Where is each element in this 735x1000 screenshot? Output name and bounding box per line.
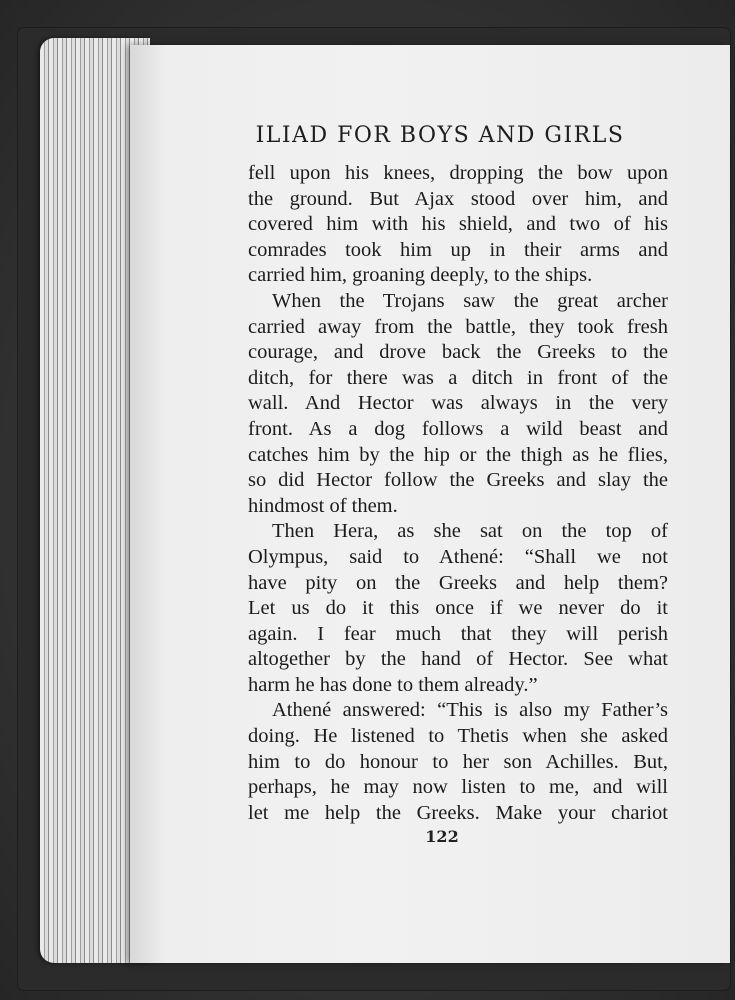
text-line: again. I fear much that they will perish	[248, 622, 668, 645]
text-line: perhaps, he may now listen to me, and will	[248, 776, 668, 799]
text-line: have pity on the Greeks and help them?	[248, 571, 668, 594]
text-line: wall. And Hector was always in the very	[248, 392, 668, 415]
text-line: harm he has done to them already.”	[248, 673, 538, 696]
text-line: let me help the Greeks. Make your chariot	[248, 801, 668, 824]
text-line: Let us do it this once if we never do it	[248, 597, 668, 620]
text-line: carried him, groaning deeply, to the ships.	[248, 264, 593, 287]
text-line: comrades took him up in their arms and	[248, 238, 668, 261]
text-line: hindmost of them.	[248, 494, 398, 517]
running-head: ILIAD FOR BOYS AND GIRLS	[255, 123, 625, 148]
text-line: doing. He listened to Thetis when she asked	[248, 725, 668, 748]
text-line: catches him by the hip or the thigh as he flies,	[248, 443, 668, 466]
text-line: ditch, for there was a ditch in front of the	[248, 366, 668, 389]
text-line: When the Trojans saw the great archer	[272, 289, 668, 312]
text-line: so did Hector follow the Greeks and slay the	[248, 469, 668, 492]
text-line: Olympus, said to Athené: “Shall we not	[248, 545, 668, 568]
book-page	[130, 45, 730, 963]
text-line: him to do honour to her son Achilles. But,	[248, 750, 668, 773]
text-line: covered him with his shield, and two of his	[248, 213, 668, 236]
text-line: altogether by the hand of Hector. See what	[248, 648, 668, 671]
text-line: front. As a dog follows a wild beast and	[248, 417, 668, 440]
text-line: Then Hera, as she sat on the top of	[272, 520, 668, 543]
text-line: Athené answered: “This is also my Father’s	[272, 699, 668, 722]
text-line: courage, and drove back the Greeks to the	[248, 341, 668, 364]
page-number: 122	[425, 827, 459, 846]
text-line: the ground. But Ajax stood over him, and	[248, 187, 668, 210]
text-line: fell upon his knees, dropping the bow upon	[248, 162, 668, 184]
body-text	[248, 161, 668, 826]
text-line: carried away from the battle, they took fresh	[248, 315, 668, 338]
